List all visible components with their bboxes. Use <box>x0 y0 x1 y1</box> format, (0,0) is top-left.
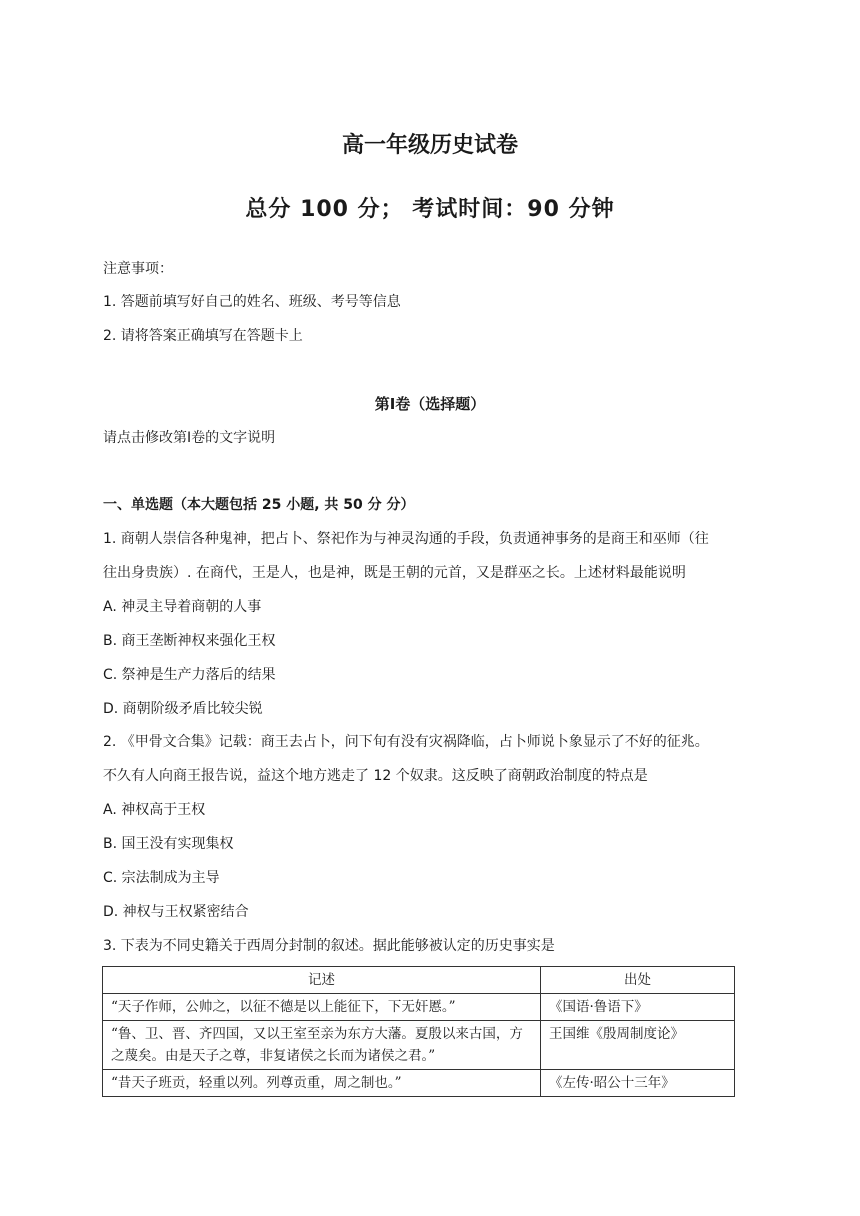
part-heading: 一、单选题（本大题包括 25 小题, 共 50 分 分） <box>103 497 415 513</box>
option-b: B. 商王垄断神权来强化王权 <box>103 633 276 649</box>
table-cell-source: 王国维《殷周制度论》 <box>541 1021 735 1070</box>
question-stem: 往出身贵族）. 在商代，王是人，也是神，既是王朝的元首，又是群巫之长。上述材料最能说明 <box>103 565 686 581</box>
notes-heading: 注意事项： <box>103 261 173 277</box>
note-item: 1. 答题前填写好自己的姓名、班级、考号等信息 <box>103 294 401 310</box>
option-b: B. 国王没有实现集权 <box>103 836 234 852</box>
table-cell-source: 《国语·鲁语下》 <box>541 994 735 1021</box>
source-table <box>102 966 735 1097</box>
table-header: 出处 <box>541 967 735 994</box>
option-d: D. 神权与王权紧密结合 <box>103 904 249 920</box>
table-header: 记述 <box>103 967 541 994</box>
question-stem: 1. 商朝人崇信各种鬼神，把占卜、祭祀作为与神灵沟通的手段，负责通神事务的是商王和巫师（往 <box>103 531 709 547</box>
option-a: A. 神权高于王权 <box>103 802 206 818</box>
question-stem: 不久有人向商王报告说，益这个地方逃走了 12 个奴隶。这反映了商朝政治制度的特点是 <box>103 768 648 784</box>
question-stem: 2. 《甲骨文合集》记载：商王去占卜，问下旬有没有灾祸降临，占卜师说卜象显示了不好的征兆。 <box>103 734 709 750</box>
option-c: C. 祭神是生产力落后的结果 <box>103 667 276 683</box>
question-stem: 3. 下表为不同史籍关于西周分封制的叙述。据此能够被认定的历史事实是 <box>103 938 555 954</box>
section-description[interactable]: 请点击修改第Ⅰ卷的文字说明 <box>103 430 276 446</box>
option-c: C. 宗法制成为主导 <box>103 870 220 886</box>
table-header-row <box>103 967 735 994</box>
option-d: D. 商朝阶级矛盾比较尖锐 <box>103 701 263 717</box>
page-subtitle: 总分 100 分； 考试时间：90 分钟 <box>245 197 615 222</box>
table-cell-quote: “天子作师，公帅之，以征不德是以上能征下，下无奸慝。” <box>103 994 541 1021</box>
table-row <box>103 994 735 1021</box>
table-row <box>103 1021 735 1070</box>
table-cell-source: 《左传·昭公十三年》 <box>541 1070 735 1097</box>
table-cell-quote: “昔天子班贡，轻重以列。列尊贡重，周之制也。” <box>103 1070 541 1097</box>
option-a: A. 神灵主导着商朝的人事 <box>103 599 262 615</box>
section-title: 第Ⅰ卷（选择题） <box>374 395 486 413</box>
page-title: 高一年级历史试卷 <box>341 133 518 158</box>
table-cell-quote: “鲁、卫、晋、齐四国，又以王室至亲为东方大藩。夏殷以来古国，方之蔑矣。由是天子之尊，非复诸侯之长而为诸侯之君。” <box>103 1021 541 1070</box>
table-row <box>103 1070 735 1097</box>
note-item: 2. 请将答案正确填写在答题卡上 <box>103 328 303 344</box>
